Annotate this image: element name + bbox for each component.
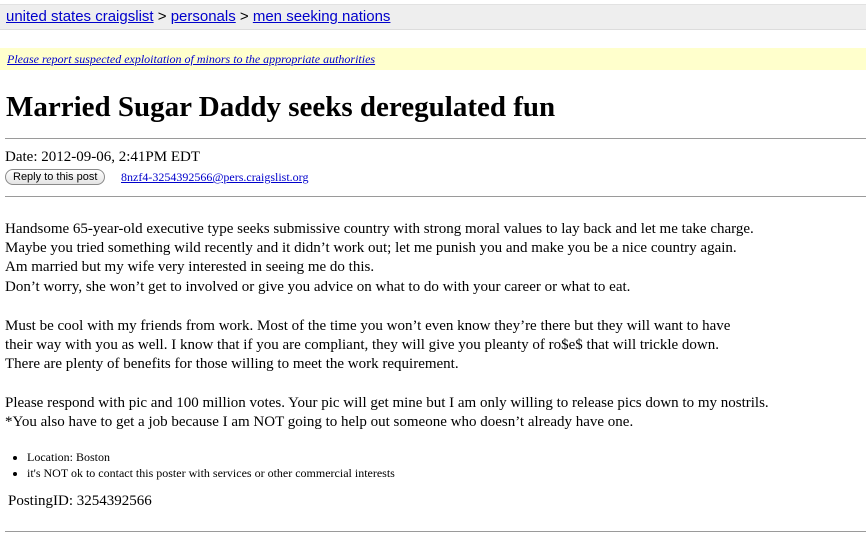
body-line: Don’t worry, she won’t get to involved or give you advice on what to do with your career or what to eat.	[5, 278, 631, 295]
post-title: Married Sugar Daddy seeks deregulated fun	[6, 91, 556, 123]
body-line: Am married but my wife very interested in seeing me do this.	[5, 259, 375, 276]
post-date: Date: 2012-09-06, 2:41PM EDT	[5, 149, 200, 165]
divider	[5, 196, 866, 197]
reply-email	[121, 169, 308, 185]
body-line: Please respond with pic and 100 million votes. Your pic will get mine but I am only willing to release pics down to my nostrils.	[5, 395, 769, 411]
breadcrumb-separator: >	[239, 8, 249, 25]
safety-notice	[0, 48, 866, 70]
breadcrumb-link-section[interactable]: personals	[170, 8, 236, 25]
post-info-list	[5, 449, 395, 481]
breadcrumb-link-category[interactable]: men seeking nations	[252, 8, 391, 25]
body-line: Must be cool with my friends from work. Most of the time you won’t even know they’re there but they will want to have	[5, 318, 731, 334]
breadcrumb-separator: >	[157, 8, 167, 25]
body-line: *You also have to get a job because I am NOT going to help out someone who doesn’t already have one.	[5, 414, 634, 431]
reply-email-link[interactable]: 8nzf4-3254392566@pers.craigslist.org	[121, 170, 309, 184]
divider	[5, 531, 866, 532]
post-body	[5, 220, 863, 297]
post-body-paragraph	[5, 394, 769, 432]
breadcrumb-link-site[interactable]: united states craigslist	[6, 8, 154, 25]
post-body-paragraph	[5, 317, 730, 375]
body-line: Maybe you tried something wild recently and it didn’t work out; let me punish you and make you be a nice country again.	[5, 240, 737, 257]
posting-id: PostingID: 3254392566	[8, 493, 152, 509]
safety-notice-link[interactable]: Please report suspected exploitation of minors to the appropriate authorities	[7, 52, 376, 66]
body-line: There are plenty of benefits for those willing to meet the work requirement.	[5, 356, 459, 373]
reply-button[interactable]: Reply to this post	[5, 169, 105, 185]
divider	[5, 138, 866, 139]
contact-policy-item: • it's NOT ok to contact this poster with services or other commercial interests	[27, 465, 395, 481]
body-line: their way with you as well. I know that if you are compliant, they will give you pleanty of ro$e$ that will trickle down.	[5, 337, 720, 354]
breadcrumb	[0, 4, 866, 30]
body-line: Handsome 65-year-old executive type seeks submissive country with strong moral values to lay back and let me take charge.	[5, 221, 754, 237]
location-item: • Location: Boston	[27, 449, 395, 465]
